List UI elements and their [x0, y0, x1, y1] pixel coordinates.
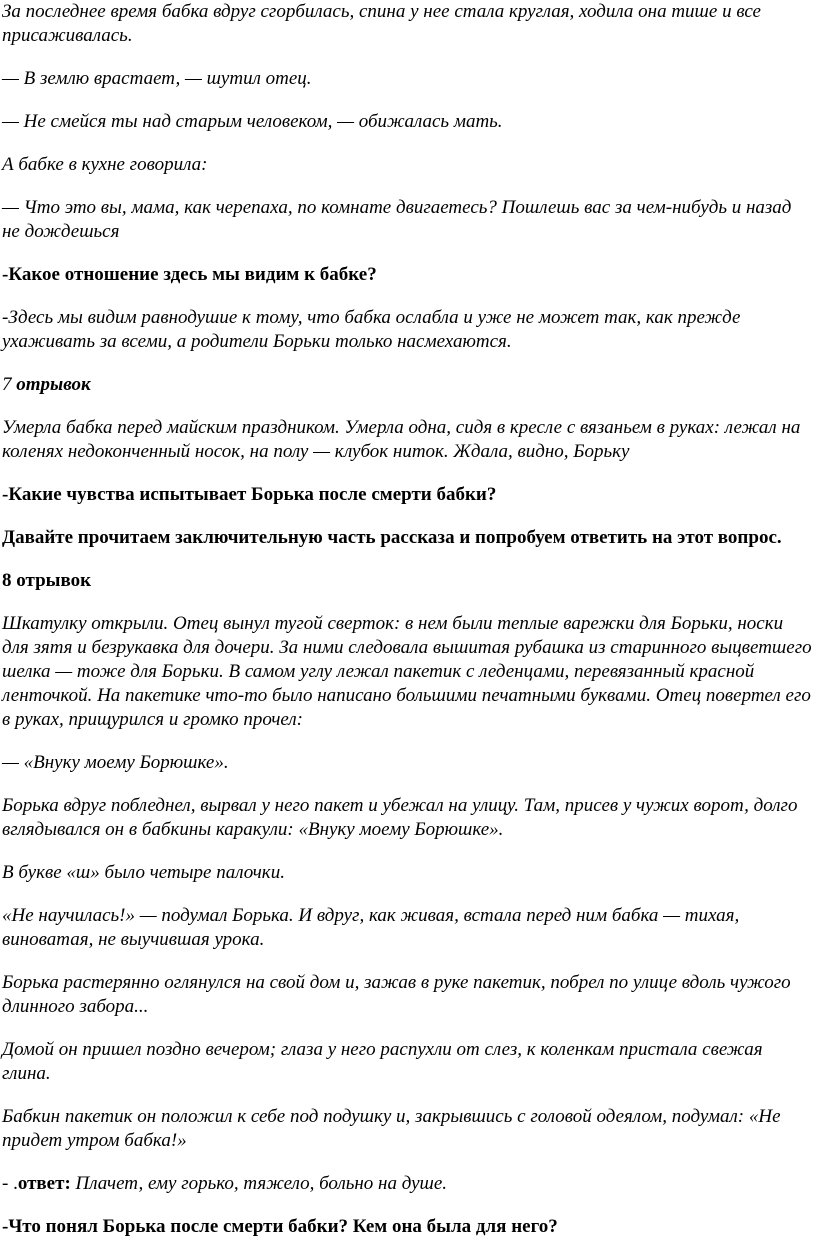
excerpt-7-heading [2, 373, 814, 397]
paragraph-inscription: — «Внуку моему Борюшке». [2, 752, 229, 773]
answer-label: ответ: [17, 1173, 71, 1194]
paragraph-came-home: Домой он пришел поздно вечером; глаза у него распухли от слез, к коленкам пристала свежая глина. [2, 1039, 763, 1084]
excerpt-7-number: 7 [2, 374, 12, 395]
paragraph-under-pillow: Бабкин пакетик он положил к себе под подушку и, закрывшись с головой одеялом, подумал: «Не придет утром бабка!» [2, 1106, 781, 1151]
answer-text: Плачет, ему горько, тяжело, больно на душе. [70, 1173, 448, 1194]
paragraph-grandma-died: Умерла бабка перед майским праздником. Умерла одна, сидя в кресле с вязаньем в руках: лежал на коленях недоконченный носок, на полу — клубок ниток. Ждала, видно, Борьку [2, 417, 801, 462]
paragraph-borka-ran: Борька вдруг побледнел, вырвал у него пакет и убежал на улицу. Там, присев у чужих ворот, долго вглядывался он в бабкины каракули: «Внуку моему Борюшке». [2, 795, 798, 840]
answer-indifference: -Здесь мы видим равнодушие к тому, что бабка ослабла и уже не может так, как прежде ухаживать за всеми, а родители Борьки только насмехаются. [2, 307, 741, 352]
question-feelings: -Какие чувства испытывает Борька после смерти бабки? [2, 484, 497, 505]
question-understood: -Что понял Борька после смерти бабки? Кем она была для него? [2, 1216, 558, 1237]
excerpt-8-heading: 8 отрывок [2, 570, 92, 591]
paragraph-mother-offended: — Не смейся ты над старым человеком, — обижалась мать. [2, 111, 503, 132]
paragraph-kitchen-intro: А бабке в кухне говорила: [2, 154, 208, 175]
answer-prefix: - . [2, 1173, 18, 1194]
paragraph-box-opened: Шкатулку открыли. Отец вынул тугой сверток: в нем были теплые варежки для Борьки, носки для зятя и безрукавка для дочери. За ними следовала вышитая рубашка из старинного выцветшего шелка — тоже для Борьки. В самом углу лежал пакетик с леденцами, перевязанный красной ленточкой. На пакетике что-то было написано большими печатными буквами. Отец повертел его в руках, прищурился и громко прочел: [2, 613, 812, 730]
excerpt-7-word: отрывок [16, 374, 91, 395]
paragraph-grandma-hunched: За последнее время бабка вдруг сгорбилась, спина у нее стала круглая, ходила она тише и все присаживалась. [2, 1, 761, 46]
paragraph-letter-sh: В букве «ш» было четыре палочки. [2, 862, 285, 883]
paragraph-not-learned: «Не научилась!» — подумал Борька. И вдруг, как живая, встала перед ним бабка — тихая, виноватая, не выучившая урока. [2, 905, 740, 950]
paragraph-walked-fence: Борька растерянно оглянулся на свой дом и, зажав в руке пакетик, побрел по улице вдоль чужого длинного забора... [2, 972, 791, 1017]
instruction-read-final: Давайте прочитаем заключительную часть рассказа и попробуем ответить на этот вопрос. [2, 527, 782, 548]
answer-feelings [2, 1172, 814, 1196]
paragraph-father-joke: — В землю врастает, — шутил отец. [2, 68, 312, 89]
question-attitude: -Какое отношение здесь мы видим к бабке? [2, 264, 377, 285]
paragraph-turtle-remark: — Что это вы, мама, как черепаха, по комнате двигаетесь? Пошлешь вас за чем-нибудь и назад не дождешься [2, 197, 792, 242]
